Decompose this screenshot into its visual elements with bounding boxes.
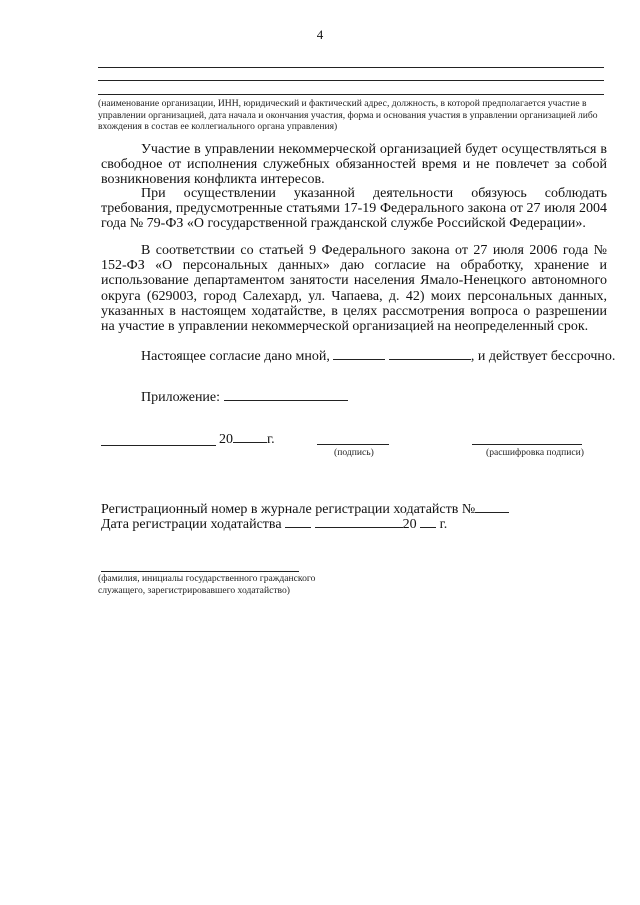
- attachment-field[interactable]: [224, 388, 348, 401]
- registration-year-suffix: г.: [439, 517, 448, 532]
- registration-month-field[interactable]: [315, 515, 403, 528]
- paragraph-participation: Участие в управлении некоммерческой организацией будет осуществляться в свободное от исполнения служебных обязанностей время и не повлечет за собой возникновения конфликта интересов.: [101, 142, 607, 188]
- date-year-field[interactable]: [233, 430, 267, 443]
- org-line-2: [98, 80, 604, 81]
- signature-line[interactable]: [317, 444, 389, 445]
- attachment-label: Приложение:: [141, 390, 221, 405]
- signature-decode-caption: (расшифровка подписи): [486, 447, 584, 458]
- registrar-note: (фамилия, инициалы государственного гражданского служащего, зарегистрировавшего ходатайство): [98, 573, 316, 596]
- date-day-line[interactable]: [101, 445, 216, 446]
- attachment-row: [141, 388, 348, 406]
- signature-decode-line[interactable]: [472, 444, 582, 445]
- page-number: 4: [316, 27, 324, 42]
- date-year: [219, 430, 275, 448]
- date-year-prefix: 20: [219, 432, 233, 447]
- consent-end: , и действует бессрочно.: [470, 349, 616, 364]
- registration-year-field[interactable]: [420, 515, 436, 528]
- registration-day-field[interactable]: [285, 515, 311, 528]
- registration-date-row: [101, 515, 447, 533]
- consent-start: Настоящее согласие дано мной,: [141, 349, 330, 364]
- registration-number-field[interactable]: [475, 500, 509, 513]
- registration-date-label: Дата регистрации ходатайства: [101, 517, 282, 532]
- org-line-3: [98, 94, 604, 95]
- paragraph-personal-data: В соответствии со статьей 9 Федерального закона от 27 июля 2006 года № 152-ФЗ «О персональных данных» даю согласие на обработку, хранение и использование департаментом занятости населения Ямало-Ненецкого автономного округа (629003, город Салехард, ул. Чапаева, д. 42) моих персональных данных, указанных в настоящем ходатайстве, в целях рассмотрения вопроса о разрешении на участие в управлении некоммерческой организацией на неопределенный срок.: [101, 243, 607, 335]
- registration-year-prefix: 20: [402, 517, 417, 532]
- org-line-1: [98, 67, 604, 68]
- paragraph-requirements: При осуществлении указанной деятельности обязуюсь соблюдать требования, предусмотренные статьями 17-19 Федерального закона от 27 июля 2004 года № 79-ФЗ «О государственной гражданской службе Российской Федерации».: [101, 186, 607, 232]
- consent-blank-1[interactable]: [333, 347, 385, 360]
- registration-number-label: Регистрационный номер в журнале регистрации ходатайств №: [101, 502, 476, 517]
- consent-line: [141, 347, 615, 365]
- signature-caption: (подпись): [334, 447, 374, 458]
- date-year-suffix: г.: [267, 432, 275, 447]
- registrar-line[interactable]: [101, 571, 299, 572]
- consent-blank-2[interactable]: [389, 347, 471, 360]
- organization-note: (наименование организации, ИНН, юридический и фактический адрес, должность, в которой предполагается участие в управлении организацией, дата начала и окончания участия, форма и основания участия в управлении организацией либо вхождения в состав ее коллегиального органа управления): [98, 98, 598, 132]
